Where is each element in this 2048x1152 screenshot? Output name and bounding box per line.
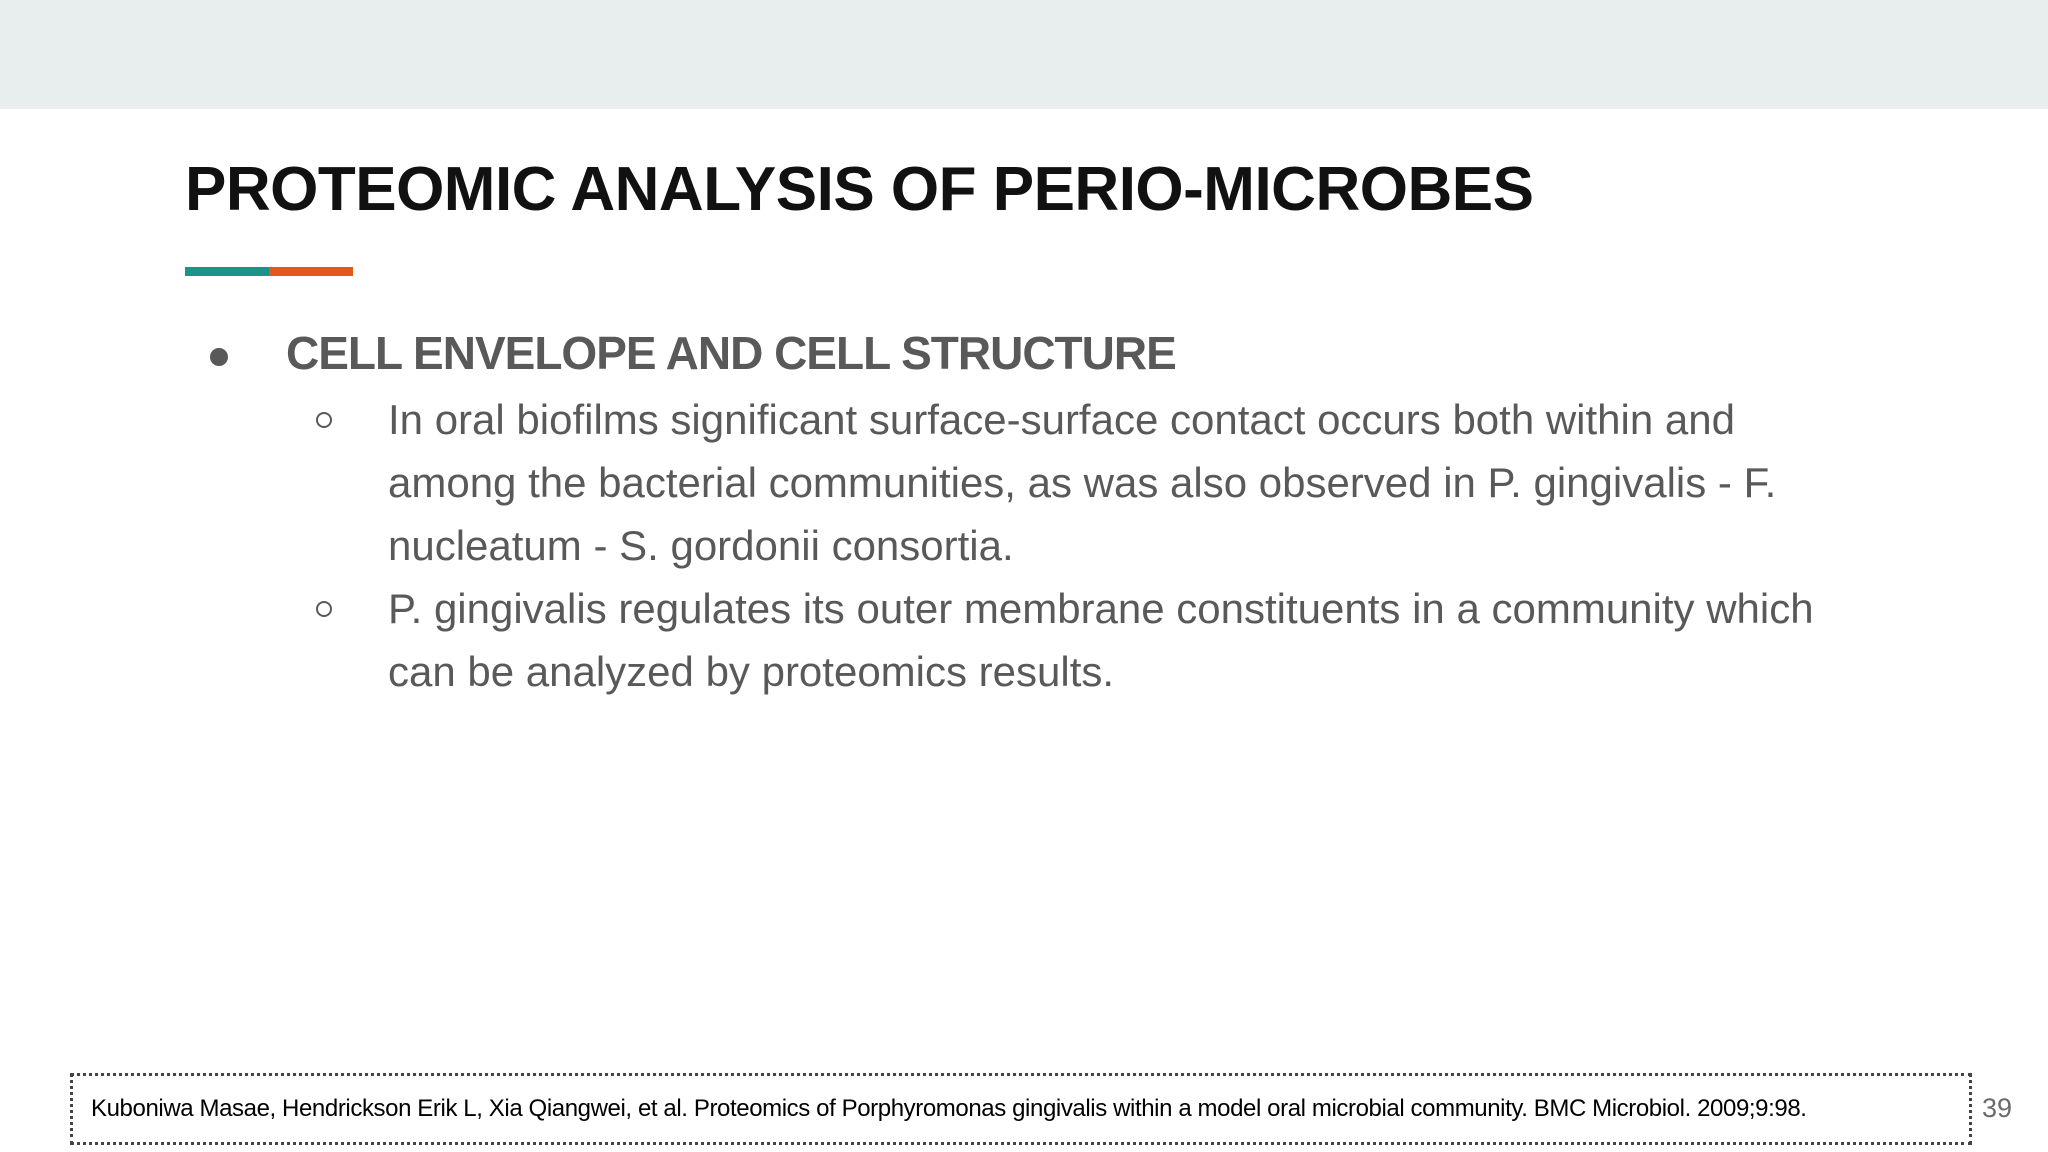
- page-number: 39: [1982, 1093, 2013, 1123]
- sub-bullet-text: P. gingivalis regulates its outer membrane constituents in a community which can be analyzed by proteomics results.: [388, 585, 1814, 695]
- bullet-heading-text: CELL ENVELOPE AND CELL STRUCTURE: [286, 327, 1176, 379]
- filled-bullet-icon: [210, 348, 228, 366]
- hollow-bullet-icon: [316, 412, 332, 428]
- accent-teal-segment: [185, 267, 269, 276]
- accent-orange-segment: [269, 267, 353, 276]
- citation-box: [70, 1073, 1972, 1145]
- sub-bullet-text: In oral biofilms significant surface-surface contact occurs both within and among the bacterial communities, as was also observed in P. gingivalis - F. nucleatum - S. gordonii consortia.: [388, 396, 1777, 569]
- sub-bullet-item: [316, 577, 1876, 703]
- slide-title: PROTEOMIC ANALYSIS OF PERIO-MICROBES: [185, 155, 1534, 224]
- header-band: [0, 0, 2048, 109]
- sub-bullet-item: [316, 388, 1876, 577]
- hollow-bullet-icon: [316, 601, 332, 617]
- sub-bullet-list: [316, 388, 1876, 703]
- citation-text: Kuboniwa Masae, Hendrickson Erik L, Xia Qiangwei, et al. Proteomics of Porphyromonas gingivalis within a model oral microbial community. BMC Microbiol. 2009;9:98.: [91, 1095, 1807, 1122]
- bullet-heading: [210, 322, 1176, 384]
- title-accent-bar: [185, 267, 353, 276]
